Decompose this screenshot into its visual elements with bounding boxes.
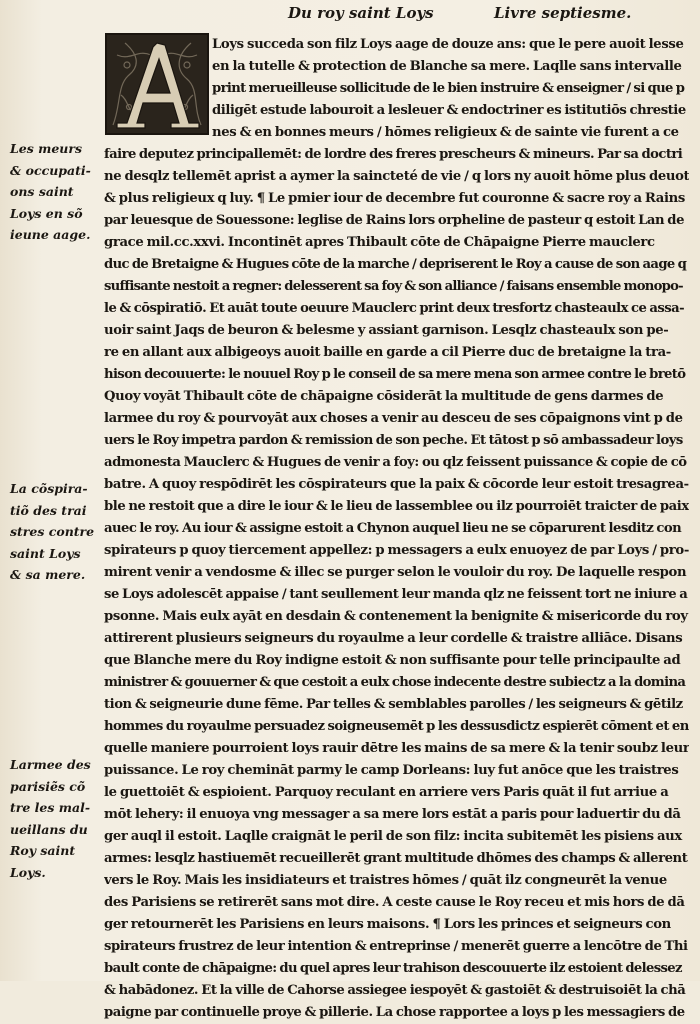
margin-note-conspiration <box>10 478 102 586</box>
margin-note-line: & sa mere. <box>10 567 86 582</box>
text-line: tion & seigneurie dune fēme. Par telles & semblables parolles / les seigneurs & gētilz <box>104 697 683 712</box>
text-line: auec le roy. Au iour & assigne estoit a Chynon auquel lieu ne se cōparurent lesditz con <box>104 521 682 536</box>
margin-note-line: tre les mal- <box>10 800 91 815</box>
text-line: puissance. Le roy chemināt parmy le camp Dorleans: luy fut anōce que les traistres <box>104 763 679 778</box>
text-line: & plus religieux q luy. ¶ Le pmier iour de decembre fut couronne & sacre roy a Rains <box>104 191 685 206</box>
margin-note-line: & occupati- <box>10 162 91 178</box>
margin-note-line: Loys en sõ <box>10 205 83 221</box>
margin-note-line: parisiẽs cõ <box>10 778 86 794</box>
text-line: psonne. Mais eulx ayāt en desdain & contenement la benignite & misericorde du roy <box>104 609 688 624</box>
text-line: print merueilleuse sollicitude de le bien instruire & enseigner / si que p <box>212 81 685 96</box>
text-line: ble ne restoit que a dire le iour & le lieu de lassemblee ou ilz pourroiēt traicter de paix <box>104 499 689 514</box>
margin-note-line: Larmee des <box>10 757 91 772</box>
text-line: armes: lesqlz hastiuemēt recueillerēt grant multitude dhōmes des champs & allerent <box>104 851 688 866</box>
margin-note-meurs <box>10 138 102 246</box>
text-line: & habādonez. Et la ville de Cahorse assiegee iespoyēt & gastoiēt & destruisoiēt la chā <box>104 983 686 998</box>
margin-note-line: Les meurs <box>10 141 83 156</box>
text-line: hommes du royaulme persuadez soigneusemēt p les dessusdictz espierēt cōment et en <box>104 719 689 734</box>
margin-note-line: ieune aage. <box>10 227 91 242</box>
text-line: se Loys adolescēt appaise / tant seullement leur manda qlz ne feissent tort ne iniure a <box>104 587 688 602</box>
text-line: spirateurs p quoy tiercement appellez: p messagers a eulx enuoyez de par Loys / pro- <box>104 543 689 558</box>
text-line: faire deputez principallemēt: de lordre des freres prescheurs & mineurs. Par sa doctri <box>104 147 683 162</box>
text-line: ministrer & gouuerner & que cestoit a eulx chose indecente destre subiectz a la domina <box>104 675 686 690</box>
text-line: vers le Roy. Mais les insidiateurs et traistres hōmes / quāt ilz congneurēt la venue <box>104 873 667 888</box>
text-line: batre. A quoy respōdirēt les cōspirateurs que la paix & cōcorde leur estoit tresagrea- <box>104 477 689 492</box>
text-line: attirerent plusieurs seigneurs du royaulme a leur cordelle & traistre alliāce. Disans <box>104 631 683 646</box>
text-line: grace mil.cc.xxvi. Incontinēt apres Thibault cōte de Chāpaigne Pierre mauclerc <box>104 235 655 250</box>
text-line: duc de Bretaigne & Hugues cōte de la marche / depriserent le Roy a cause de son aage q <box>104 257 687 272</box>
running-head <box>0 4 700 26</box>
decorated-initial <box>105 33 209 135</box>
text-line: larmee du roy & pourvoyāt aux choses a venir au desceu de ses cōpaignons vint p de <box>104 411 683 426</box>
text-line: nes & en bonnes meurs / hōmes religieux & de sainte vie furent a ce <box>212 125 679 140</box>
text-line: mōt lehery: il enuoya vng messager a sa mere lors estāt a paris pour laduertir du dā <box>104 807 681 822</box>
text-line: hison decouuerte: le nouuel Roy p le conseil de sa mere mena son armee contre le bretō <box>104 367 686 382</box>
margin-note-line: Roy saint <box>10 843 76 858</box>
text-line: ger retournerēt les Parisiens en leurs maisons. ¶ Lors les princes et seigneurs con <box>104 917 671 932</box>
text-line: que Blanche mere du Roy indigne estoit & non suffisante pour telle principaulte ad <box>104 653 681 668</box>
running-head-title: Du roy saint Loys <box>288 4 434 22</box>
text-line: paigne par continuelle proye & pillerie. La chose rapportee a loys p les messagiers de <box>104 1005 685 1020</box>
margin-note-line: stres contre <box>10 524 95 539</box>
text-line: des Parisiens se retirerēt sans mot dire. A ceste cause le Roy receu et mis hors de dā <box>104 895 685 910</box>
margin-note-line: Loys. <box>10 864 46 880</box>
text-line: en la tutelle & protection de Blanche sa mere. Laqlle sans intervalle <box>212 59 682 74</box>
margin-note-line: La cõspira- <box>10 481 88 496</box>
text-line: spirateurs frustrez de leur intention & entreprinse / menerēt guerre a lencōtre de Thi <box>104 939 688 954</box>
decorated-initial-art <box>107 35 207 133</box>
text-line: par leuesque de Souessone: leglise de Rains lors orpheline de pasteur q estoit Lan de <box>104 213 685 228</box>
text-line: le guettoiēt & espioient. Parquoy reculant en arriere vers Paris quāt il fut arriue a <box>104 785 669 800</box>
margin-note-line: saint Loys <box>10 545 81 561</box>
text-line: uoir saint Jaqs de beuron & belesme y assiant garnison. Lesqlz chasteaulx son pe- <box>104 323 669 338</box>
text-line: re en allant aux albigeoys auoit baille en garde a cil Pierre duc de bretaigne la tra- <box>104 345 671 360</box>
text-line: ne desqlz tellemēt aprist a aymer la saincteté de vie / q lors ny auoit hōme plus deuot <box>104 169 689 184</box>
margin-note-line: tiõ des trai <box>10 502 87 518</box>
text-line: le & cōspiratiō. Et auāt toute oeuure Mauclerc print deux tresfortz chasteaulx ce assa- <box>104 301 684 316</box>
text-line: suffisante nestoit a regner: delesserent sa foy & son alliance / faisans ensemble monopo- <box>104 279 683 294</box>
text-line: Quoy voyāt Thibault cōte de chāpaigne cōsiderāt la multitude de gens darmes de <box>104 389 664 404</box>
margin-note-line: ons saint <box>10 184 74 199</box>
margin-note-armee <box>10 754 102 883</box>
text-line: mirent venir a vendosme & illec se purger selon le vouloir du roy. De laquelle respon <box>104 565 687 580</box>
text-line: bault conte de chāpaigne: du quel apres leur trahison descouuerte ilz estoient delessez <box>104 961 682 976</box>
running-head-book: Livre septiesme. <box>494 4 632 22</box>
text-line: admonesta Mauclerc & Hugues de venir a foy: ou qlz feissent puissance & copie de cō <box>104 455 687 470</box>
margin-note-line: ueillans du <box>10 821 88 837</box>
text-line: Loys succeda son filz Loys aage de douze ans: que le pere auoit lesse <box>212 37 684 52</box>
text-line: quelle maniere pourroient loys rauir dētre les mains de sa mere & la tenir soubz leur <box>104 741 689 756</box>
text-line: diligēt estude labouroit a lesleuer & endoctriner es istitutiōs chrestie <box>212 103 686 118</box>
text-line: ger auql il estoit. Laqlle craignāt le peril de son filz: incita subitemēt les pisiens aux <box>104 829 682 844</box>
text-line: uers le Roy impetra pardon & remission de son peche. Et tātost p sō ambassadeur loys <box>104 433 683 448</box>
